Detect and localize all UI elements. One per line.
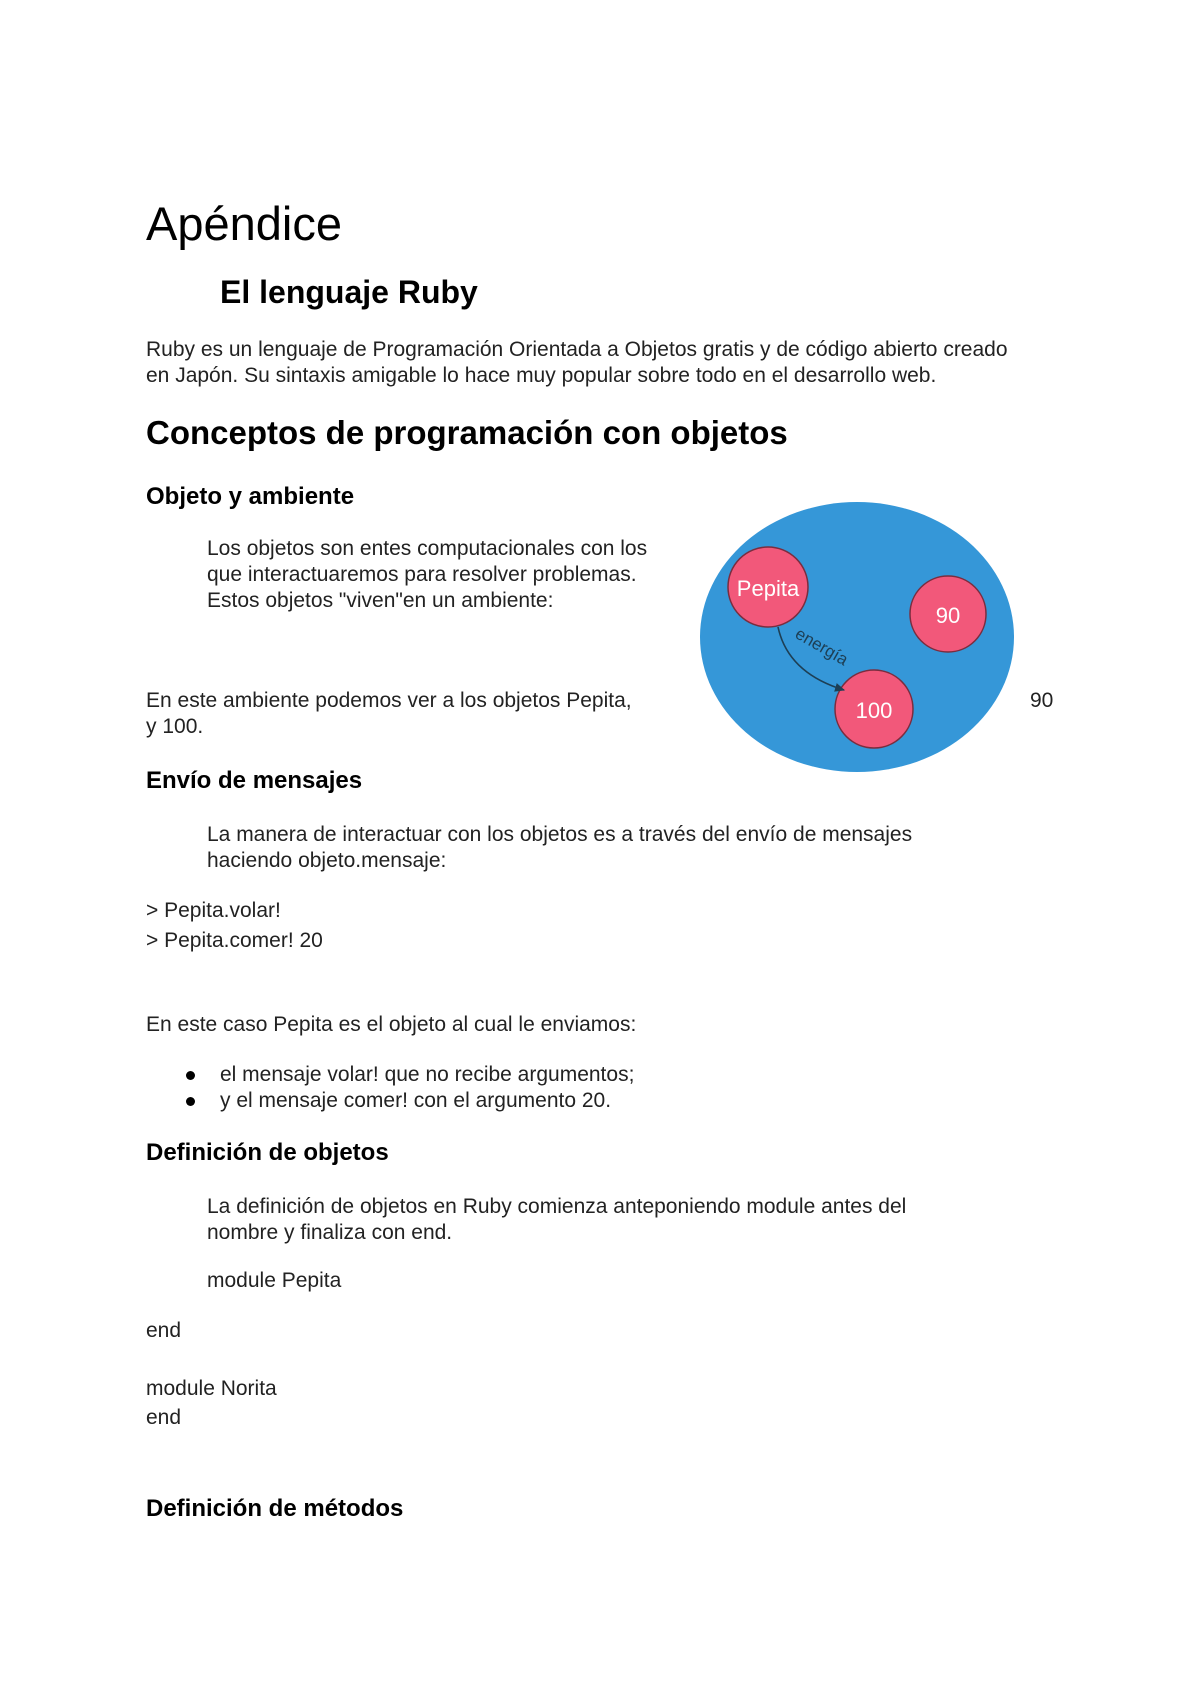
object-pepita (728, 547, 808, 627)
message-list (146, 1062, 634, 1114)
objeto-ambiente-paragraph (207, 536, 647, 614)
text-line: nombre y finaliza con end. (207, 1221, 453, 1244)
list-item-text: el mensaje volar! que no recibe argumentos; (220, 1063, 635, 1086)
text-line: La definición de objetos en Ruby comienza anteponiendo module antes del (207, 1195, 907, 1218)
text-line: haciendo objeto.mensaje: (207, 849, 447, 872)
envio-mensajes-paragraph (207, 822, 912, 874)
text-line: Estos objetos "viven"en un ambiente: (207, 589, 554, 612)
definicion-objetos-paragraph (207, 1194, 906, 1246)
heading-envio-mensajes: Envío de mensajes (146, 767, 363, 794)
page-title: Apéndice (146, 197, 342, 250)
code-line: module Pepita (207, 1269, 342, 1292)
node-label-pepita: Pepita (736, 576, 800, 601)
code-line: module Norita (146, 1377, 277, 1400)
code-line: end (146, 1319, 182, 1342)
code-line: > Pepita.comer! 20 (146, 929, 323, 952)
arrow-label-energia: energía (792, 624, 852, 670)
intro-line: Ruby es un lenguaje de Programación Orientada a Objetos gratis y de código abierto creado (146, 338, 1008, 361)
caption-line: y 100. (146, 715, 204, 738)
section-heading: Conceptos de programación con objetos (146, 414, 788, 451)
text-line: que interactuaremos para resolver problemas. (207, 563, 637, 586)
node-label-90: 90 (935, 603, 961, 628)
page-subtitle: El lenguaje Ruby (220, 274, 478, 310)
text-line: La manera de interactuar con los objetos es a través del envío de mensajes (207, 823, 913, 846)
object-100 (835, 670, 913, 748)
bullet-icon (186, 1071, 195, 1080)
caption-line: En este ambiente podemos ver a los objetos Pepita, (146, 689, 632, 712)
heading-definicion-metodos: Definición de métodos (146, 1495, 404, 1522)
heading-definicion-objetos: Definición de objetos (146, 1139, 389, 1166)
text-line: Los objetos son entes computacionales con los (207, 537, 648, 560)
environment-diagram (690, 495, 1020, 780)
code-line: > Pepita.volar! (146, 899, 281, 922)
list-item (146, 1088, 634, 1114)
code-example (146, 898, 323, 958)
node-label-100: 100 (855, 698, 893, 723)
intro-line: en Japón. Su sintaxis amigable lo hace muy popular sobre todo en el desarrollo web. (146, 364, 937, 387)
code-line: end (146, 1406, 182, 1429)
object-90 (910, 576, 986, 652)
bullet-icon (186, 1097, 195, 1106)
case-text: En este caso Pepita es el objeto al cual le enviamos: (146, 1013, 637, 1036)
list-item-text: y el mensaje comer! con el argumento 20. (220, 1089, 612, 1112)
intro-paragraph (146, 337, 1008, 389)
list-item (146, 1062, 634, 1088)
caption-value: 90 (1030, 689, 1054, 712)
heading-objeto-ambiente: Objeto y ambiente (146, 483, 355, 510)
